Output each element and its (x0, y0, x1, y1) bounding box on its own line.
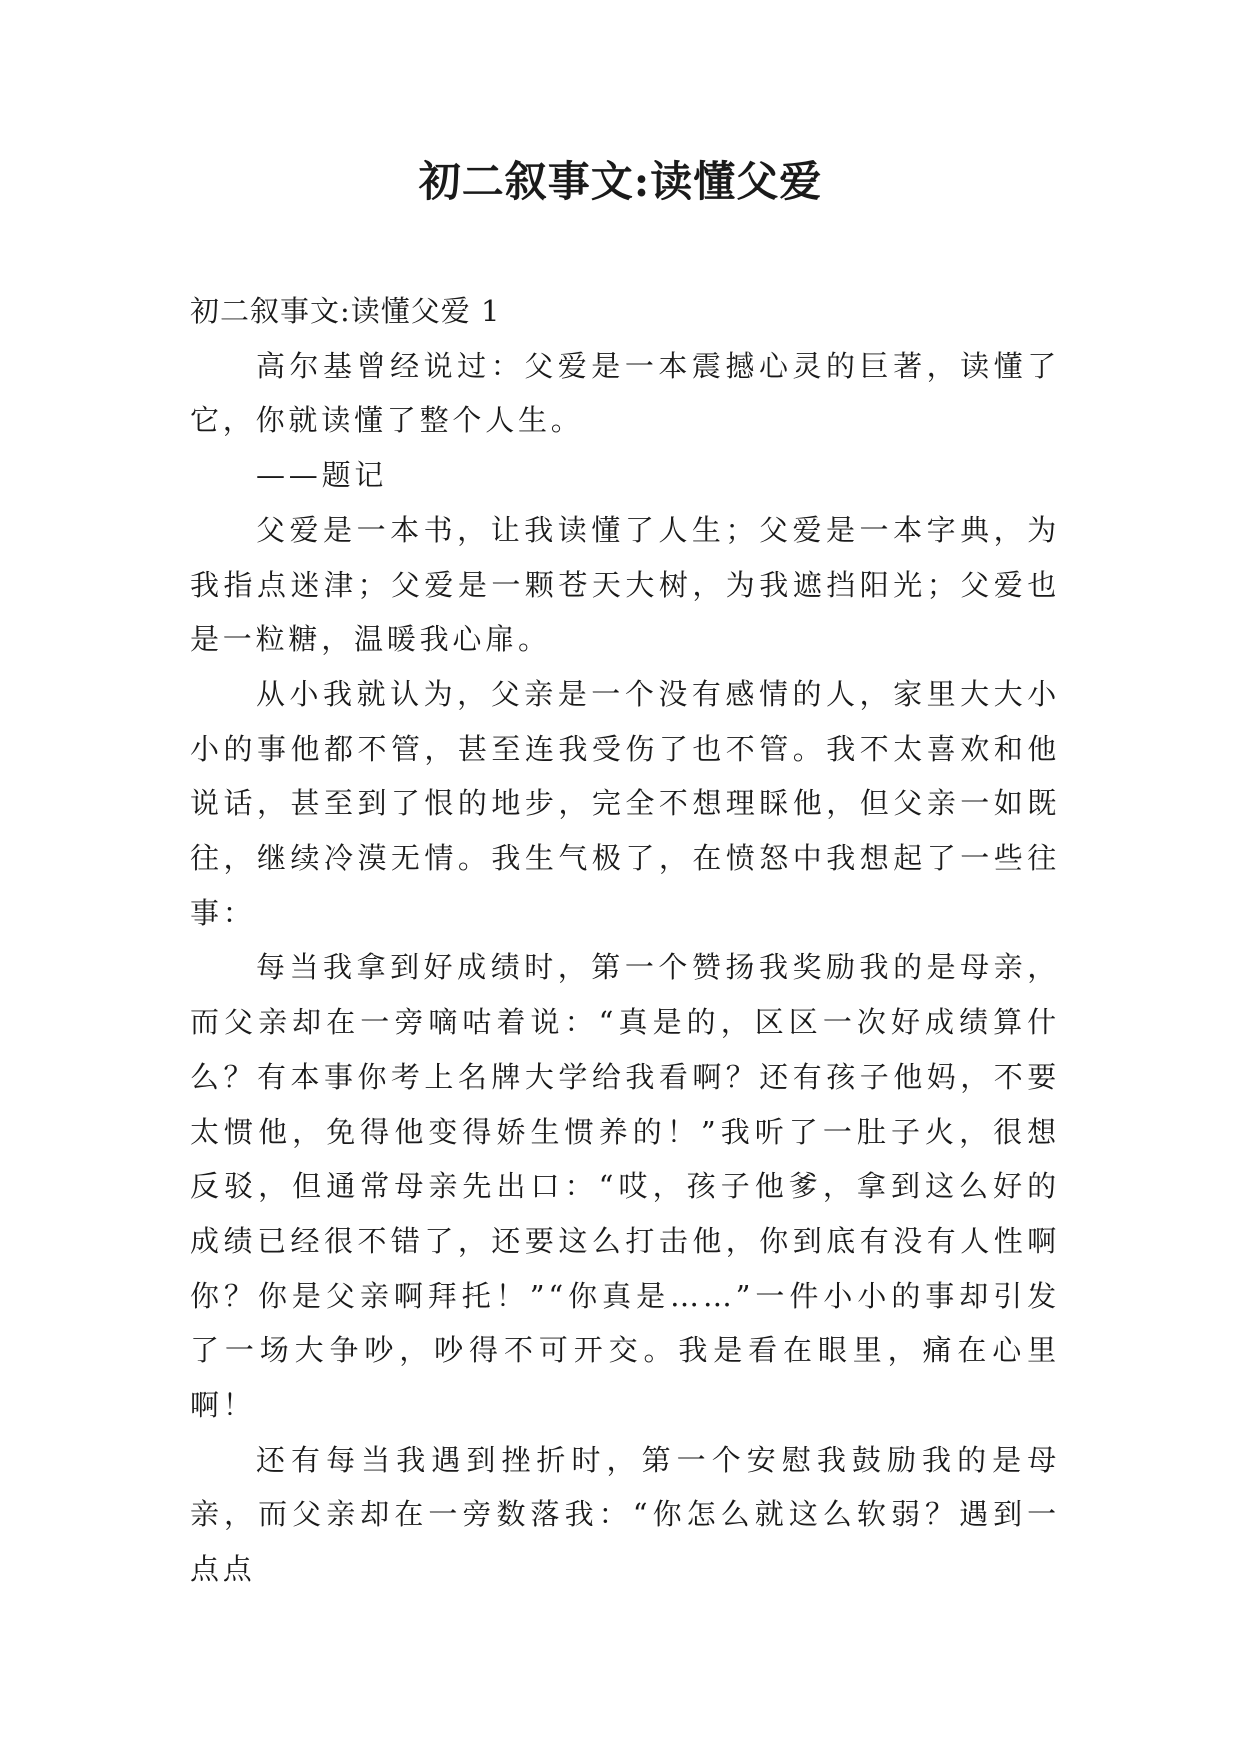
paragraph: 从小我就认为，父亲是一个没有感情的人，家里大大小小的事他都不管，甚至连我受伤了也不管。我不太喜欢和他说话，甚至到了恨的地步，完全不想理睬他，但父亲一如既往，继续冷漠无情。我生气极了，在愤怒中我想起了一些往事： (190, 676, 1060, 930)
document-body (190, 284, 1060, 1597)
section-heading: 初二叙事文:读懂父爱 1 (190, 294, 501, 328)
paragraph: 每当我拿到好成绩时，第一个赞扬我奖励我的是母亲，而父亲却在一旁嘀咕着说：“真是的，区区一次好成绩算什么？有本事你考上名牌大学给我看啊？还有孩子他妈，不要太惯他，免得他变得娇生惯养的！”我听了一肚子火，很想反驳，但通常母亲先出口：“哎，孩子他爹，拿到这么好的成绩已经很不错了，还要这么打击他，你到底有没有人性啊你？你是父亲啊拜托！”“你真是……”一件小小的事却引发了一场大争吵，吵得不可开交。我是看在眼里，痛在心里啊！ (190, 950, 1060, 1423)
paragraph: 父爱是一本书，让我读懂了人生；父爱是一本字典，为我指点迷津；父爱是一颗苍天大树，为我遮挡阳光；父爱也是一粒糖，温暖我心扉。 (190, 512, 1060, 657)
paragraph-quote: 高尔基曾经说过：父爱是一本震撼心灵的巨著，读懂了它，你就读懂了整个人生。 (190, 348, 1060, 438)
paragraph: 还有每当我遇到挫折时，第一个安慰我鼓励我的是母亲，而父亲却在一旁数落我：“你怎么就这么软弱？遇到一点点 (190, 1442, 1060, 1587)
paragraph-epigraph-label: ——题记 (256, 458, 388, 493)
document-title: 初二叙事文:读懂父爱 (418, 157, 823, 206)
